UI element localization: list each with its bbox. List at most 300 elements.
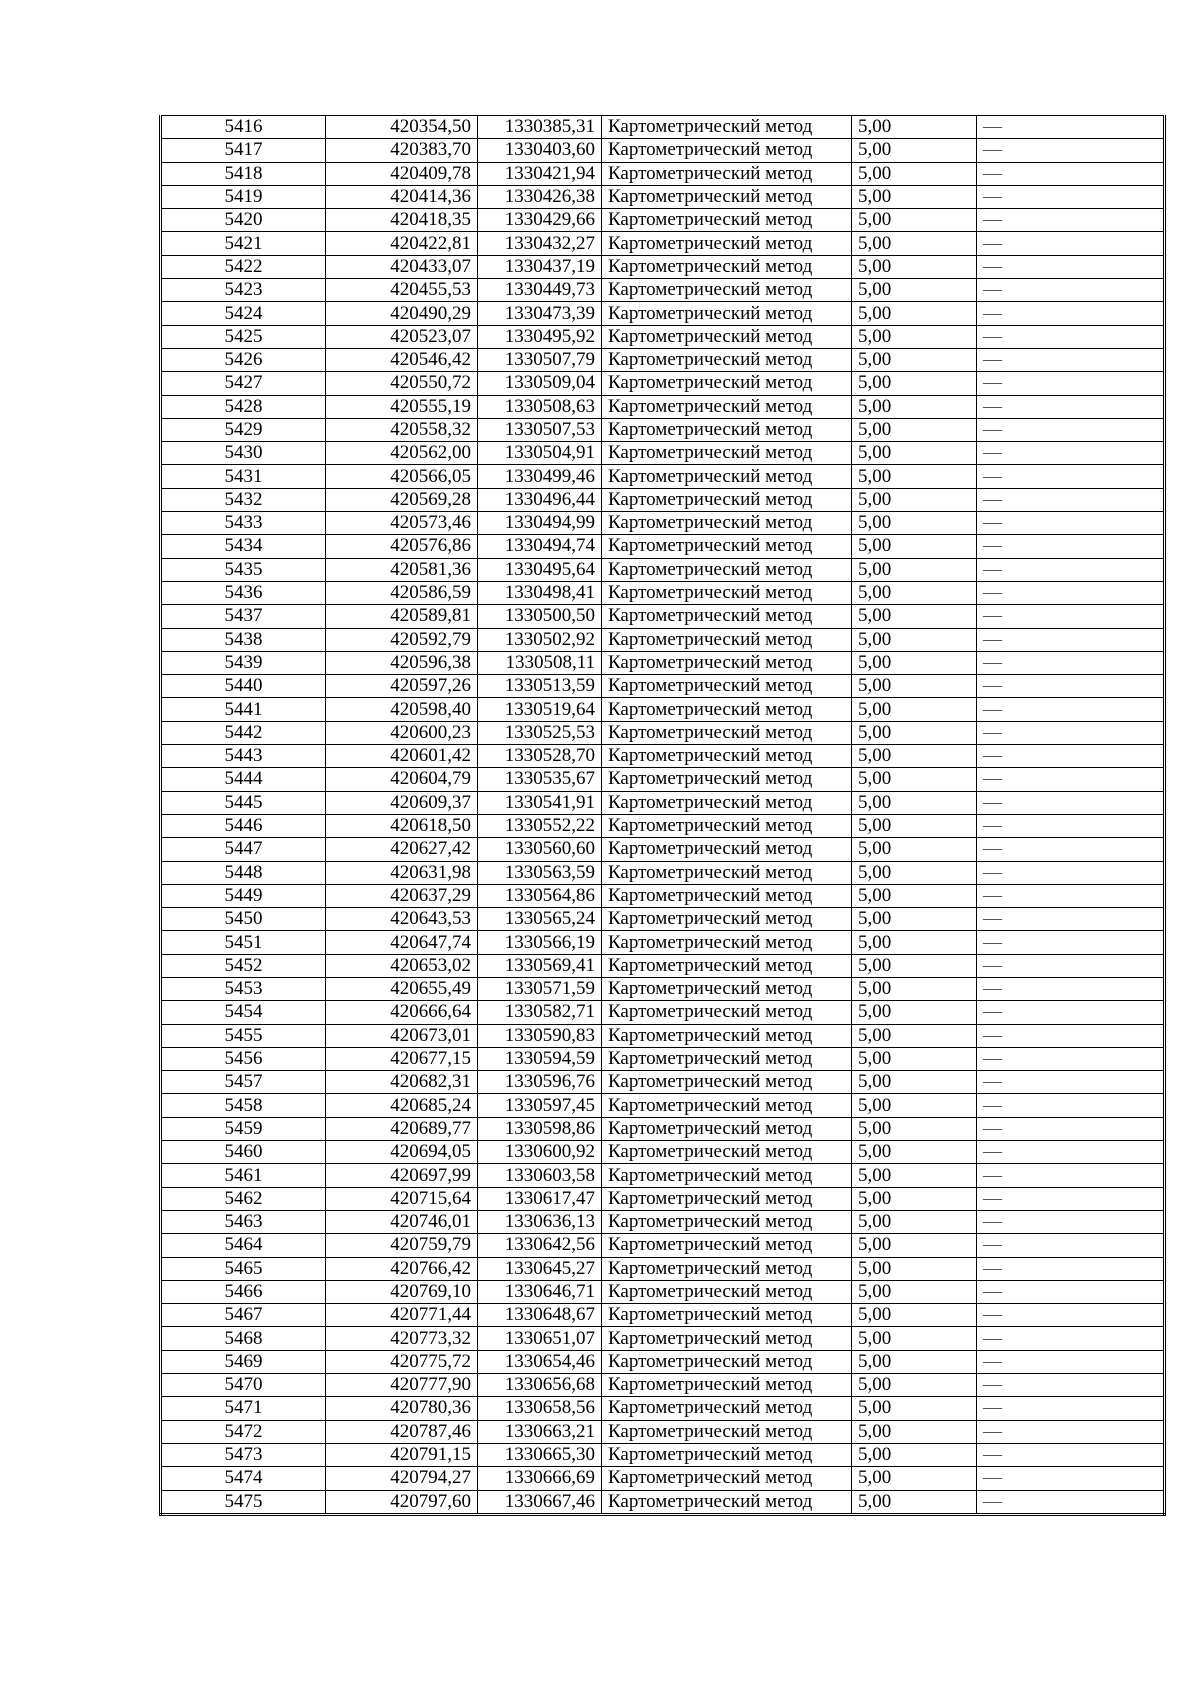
method-cell: Картометрический метод bbox=[602, 1164, 852, 1187]
method-cell: Картометрический метод bbox=[602, 512, 852, 535]
y-coordinate-cell: 1330385,31 bbox=[478, 116, 602, 139]
y-coordinate-cell: 1330473,39 bbox=[478, 302, 602, 325]
x-coordinate-cell: 420546,42 bbox=[326, 348, 478, 371]
x-coordinate-cell: 420682,31 bbox=[326, 1071, 478, 1094]
table-row bbox=[161, 1141, 1165, 1164]
y-coordinate-cell: 1330654,46 bbox=[478, 1350, 602, 1373]
x-coordinate-cell: 420715,64 bbox=[326, 1187, 478, 1210]
accuracy-cell: 5,00 bbox=[852, 255, 977, 278]
method-cell: Картометрический метод bbox=[602, 861, 852, 884]
accuracy-cell: 5,00 bbox=[852, 1467, 977, 1490]
point-number-cell: 5443 bbox=[161, 745, 326, 768]
point-number-cell: 5427 bbox=[161, 372, 326, 395]
y-coordinate-cell: 1330403,60 bbox=[478, 139, 602, 162]
x-coordinate-cell: 420775,72 bbox=[326, 1350, 478, 1373]
y-coordinate-cell: 1330667,46 bbox=[478, 1490, 602, 1514]
accuracy-cell: 5,00 bbox=[852, 768, 977, 791]
method-cell: Картометрический метод bbox=[602, 488, 852, 511]
x-coordinate-cell: 420569,28 bbox=[326, 488, 478, 511]
method-cell: Картометрический метод bbox=[602, 1024, 852, 1047]
y-coordinate-cell: 1330636,13 bbox=[478, 1210, 602, 1233]
method-cell: Картометрический метод bbox=[602, 884, 852, 907]
method-cell: Картометрический метод bbox=[602, 465, 852, 488]
accuracy-cell: 5,00 bbox=[852, 325, 977, 348]
point-number-cell: 5472 bbox=[161, 1420, 326, 1443]
x-coordinate-cell: 420791,15 bbox=[326, 1443, 478, 1466]
table-row bbox=[161, 1094, 1165, 1117]
y-coordinate-cell: 1330525,53 bbox=[478, 721, 602, 744]
table-row bbox=[161, 628, 1165, 651]
accuracy-cell: 5,00 bbox=[852, 1024, 977, 1047]
table-row bbox=[161, 116, 1165, 139]
x-coordinate-cell: 420647,74 bbox=[326, 931, 478, 954]
x-coordinate-cell: 420490,29 bbox=[326, 302, 478, 325]
x-coordinate-cell: 420589,81 bbox=[326, 605, 478, 628]
table-row bbox=[161, 1350, 1165, 1373]
y-coordinate-cell: 1330437,19 bbox=[478, 255, 602, 278]
accuracy-cell: 5,00 bbox=[852, 1071, 977, 1094]
method-cell: Картометрический метод bbox=[602, 581, 852, 604]
method-cell: Картометрический метод bbox=[602, 535, 852, 558]
method-cell: Картометрический метод bbox=[602, 1350, 852, 1373]
accuracy-cell: 5,00 bbox=[852, 1490, 977, 1514]
note-cell: — bbox=[977, 372, 1165, 395]
note-cell: — bbox=[977, 1280, 1165, 1303]
note-cell: — bbox=[977, 512, 1165, 535]
table-row bbox=[161, 1117, 1165, 1140]
point-number-cell: 5456 bbox=[161, 1047, 326, 1070]
y-coordinate-cell: 1330597,45 bbox=[478, 1094, 602, 1117]
table-row bbox=[161, 605, 1165, 628]
table-row bbox=[161, 535, 1165, 558]
x-coordinate-cell: 420598,40 bbox=[326, 698, 478, 721]
x-coordinate-cell: 420697,99 bbox=[326, 1164, 478, 1187]
accuracy-cell: 5,00 bbox=[852, 1094, 977, 1117]
note-cell: — bbox=[977, 1187, 1165, 1210]
point-number-cell: 5449 bbox=[161, 884, 326, 907]
accuracy-cell: 5,00 bbox=[852, 1397, 977, 1420]
method-cell: Картометрический метод bbox=[602, 1374, 852, 1397]
x-coordinate-cell: 420637,29 bbox=[326, 884, 478, 907]
y-coordinate-cell: 1330528,70 bbox=[478, 745, 602, 768]
accuracy-cell: 5,00 bbox=[852, 1234, 977, 1257]
y-coordinate-cell: 1330449,73 bbox=[478, 279, 602, 302]
note-cell: — bbox=[977, 1350, 1165, 1373]
method-cell: Картометрический метод bbox=[602, 745, 852, 768]
method-cell: Картометрический метод bbox=[602, 1047, 852, 1070]
note-cell: — bbox=[977, 581, 1165, 604]
method-cell: Картометрический метод bbox=[602, 395, 852, 418]
y-coordinate-cell: 1330596,76 bbox=[478, 1071, 602, 1094]
x-coordinate-cell: 420573,46 bbox=[326, 512, 478, 535]
accuracy-cell: 5,00 bbox=[852, 232, 977, 255]
y-coordinate-cell: 1330535,67 bbox=[478, 768, 602, 791]
note-cell: — bbox=[977, 651, 1165, 674]
point-number-cell: 5452 bbox=[161, 954, 326, 977]
point-number-cell: 5454 bbox=[161, 1001, 326, 1024]
point-number-cell: 5418 bbox=[161, 162, 326, 185]
y-coordinate-cell: 1330426,38 bbox=[478, 185, 602, 208]
method-cell: Картометрический метод bbox=[602, 814, 852, 837]
x-coordinate-cell: 420777,90 bbox=[326, 1374, 478, 1397]
point-number-cell: 5444 bbox=[161, 768, 326, 791]
method-cell: Картометрический метод bbox=[602, 116, 852, 139]
point-number-cell: 5429 bbox=[161, 418, 326, 441]
x-coordinate-cell: 420418,35 bbox=[326, 209, 478, 232]
table-row bbox=[161, 1397, 1165, 1420]
accuracy-cell: 5,00 bbox=[852, 954, 977, 977]
table-row bbox=[161, 465, 1165, 488]
table-row bbox=[161, 1001, 1165, 1024]
accuracy-cell: 5,00 bbox=[852, 512, 977, 535]
point-number-cell: 5433 bbox=[161, 512, 326, 535]
method-cell: Картометрический метод bbox=[602, 605, 852, 628]
note-cell: — bbox=[977, 931, 1165, 954]
note-cell: — bbox=[977, 1443, 1165, 1466]
note-cell: — bbox=[977, 185, 1165, 208]
method-cell: Картометрический метод bbox=[602, 954, 852, 977]
point-number-cell: 5459 bbox=[161, 1117, 326, 1140]
method-cell: Картометрический метод bbox=[602, 185, 852, 208]
accuracy-cell: 5,00 bbox=[852, 745, 977, 768]
note-cell: — bbox=[977, 465, 1165, 488]
method-cell: Картометрический метод bbox=[602, 977, 852, 1000]
table-row bbox=[161, 675, 1165, 698]
table-row bbox=[161, 1234, 1165, 1257]
table-row bbox=[161, 1210, 1165, 1233]
accuracy-cell: 5,00 bbox=[852, 1420, 977, 1443]
method-cell: Картометрический метод bbox=[602, 1071, 852, 1094]
y-coordinate-cell: 1330509,04 bbox=[478, 372, 602, 395]
coordinates-table-body bbox=[161, 116, 1165, 1515]
accuracy-cell: 5,00 bbox=[852, 442, 977, 465]
point-number-cell: 5436 bbox=[161, 581, 326, 604]
point-number-cell: 5435 bbox=[161, 558, 326, 581]
accuracy-cell: 5,00 bbox=[852, 1164, 977, 1187]
y-coordinate-cell: 1330508,63 bbox=[478, 395, 602, 418]
note-cell: — bbox=[977, 977, 1165, 1000]
y-coordinate-cell: 1330421,94 bbox=[478, 162, 602, 185]
y-coordinate-cell: 1330552,22 bbox=[478, 814, 602, 837]
point-number-cell: 5446 bbox=[161, 814, 326, 837]
note-cell: — bbox=[977, 1047, 1165, 1070]
y-coordinate-cell: 1330494,99 bbox=[478, 512, 602, 535]
note-cell: — bbox=[977, 838, 1165, 861]
method-cell: Картометрический метод bbox=[602, 931, 852, 954]
point-number-cell: 5451 bbox=[161, 931, 326, 954]
point-number-cell: 5471 bbox=[161, 1397, 326, 1420]
note-cell: — bbox=[977, 116, 1165, 139]
y-coordinate-cell: 1330666,69 bbox=[478, 1467, 602, 1490]
accuracy-cell: 5,00 bbox=[852, 1117, 977, 1140]
point-number-cell: 5458 bbox=[161, 1094, 326, 1117]
table-row bbox=[161, 1374, 1165, 1397]
note-cell: — bbox=[977, 954, 1165, 977]
point-number-cell: 5426 bbox=[161, 348, 326, 371]
point-number-cell: 5469 bbox=[161, 1350, 326, 1373]
accuracy-cell: 5,00 bbox=[852, 348, 977, 371]
y-coordinate-cell: 1330563,59 bbox=[478, 861, 602, 884]
accuracy-cell: 5,00 bbox=[852, 1374, 977, 1397]
point-number-cell: 5455 bbox=[161, 1024, 326, 1047]
y-coordinate-cell: 1330598,86 bbox=[478, 1117, 602, 1140]
x-coordinate-cell: 420597,26 bbox=[326, 675, 478, 698]
table-row bbox=[161, 814, 1165, 837]
point-number-cell: 5442 bbox=[161, 721, 326, 744]
y-coordinate-cell: 1330502,92 bbox=[478, 628, 602, 651]
accuracy-cell: 5,00 bbox=[852, 116, 977, 139]
y-coordinate-cell: 1330582,71 bbox=[478, 1001, 602, 1024]
note-cell: — bbox=[977, 884, 1165, 907]
table-row bbox=[161, 372, 1165, 395]
method-cell: Картометрический метод bbox=[602, 1141, 852, 1164]
note-cell: — bbox=[977, 279, 1165, 302]
x-coordinate-cell: 420780,36 bbox=[326, 1397, 478, 1420]
accuracy-cell: 5,00 bbox=[852, 791, 977, 814]
point-number-cell: 5470 bbox=[161, 1374, 326, 1397]
x-coordinate-cell: 420797,60 bbox=[326, 1490, 478, 1514]
x-coordinate-cell: 420694,05 bbox=[326, 1141, 478, 1164]
point-number-cell: 5445 bbox=[161, 791, 326, 814]
note-cell: — bbox=[977, 139, 1165, 162]
table-row bbox=[161, 232, 1165, 255]
accuracy-cell: 5,00 bbox=[852, 535, 977, 558]
point-number-cell: 5453 bbox=[161, 977, 326, 1000]
y-coordinate-cell: 1330495,64 bbox=[478, 558, 602, 581]
x-coordinate-cell: 420685,24 bbox=[326, 1094, 478, 1117]
x-coordinate-cell: 420643,53 bbox=[326, 908, 478, 931]
note-cell: — bbox=[977, 558, 1165, 581]
point-number-cell: 5475 bbox=[161, 1490, 326, 1514]
point-number-cell: 5432 bbox=[161, 488, 326, 511]
x-coordinate-cell: 420618,50 bbox=[326, 814, 478, 837]
method-cell: Картометрический метод bbox=[602, 651, 852, 674]
y-coordinate-cell: 1330663,21 bbox=[478, 1420, 602, 1443]
accuracy-cell: 5,00 bbox=[852, 488, 977, 511]
table-row bbox=[161, 302, 1165, 325]
note-cell: — bbox=[977, 908, 1165, 931]
method-cell: Картометрический метод bbox=[602, 1001, 852, 1024]
note-cell: — bbox=[977, 395, 1165, 418]
table-row bbox=[161, 721, 1165, 744]
method-cell: Картометрический метод bbox=[602, 1467, 852, 1490]
y-coordinate-cell: 1330651,07 bbox=[478, 1327, 602, 1350]
x-coordinate-cell: 420769,10 bbox=[326, 1280, 478, 1303]
x-coordinate-cell: 420771,44 bbox=[326, 1304, 478, 1327]
y-coordinate-cell: 1330498,41 bbox=[478, 581, 602, 604]
y-coordinate-cell: 1330560,60 bbox=[478, 838, 602, 861]
note-cell: — bbox=[977, 675, 1165, 698]
x-coordinate-cell: 420576,86 bbox=[326, 535, 478, 558]
accuracy-cell: 5,00 bbox=[852, 581, 977, 604]
note-cell: — bbox=[977, 1234, 1165, 1257]
point-number-cell: 5419 bbox=[161, 185, 326, 208]
accuracy-cell: 5,00 bbox=[852, 465, 977, 488]
method-cell: Картометрический метод bbox=[602, 232, 852, 255]
y-coordinate-cell: 1330541,91 bbox=[478, 791, 602, 814]
table-row bbox=[161, 768, 1165, 791]
note-cell: — bbox=[977, 745, 1165, 768]
note-cell: — bbox=[977, 255, 1165, 278]
table-row bbox=[161, 255, 1165, 278]
method-cell: Картометрический метод bbox=[602, 255, 852, 278]
note-cell: — bbox=[977, 1071, 1165, 1094]
table-row bbox=[161, 651, 1165, 674]
table-row bbox=[161, 1257, 1165, 1280]
method-cell: Картометрический метод bbox=[602, 1397, 852, 1420]
table-row bbox=[161, 325, 1165, 348]
accuracy-cell: 5,00 bbox=[852, 395, 977, 418]
point-number-cell: 5467 bbox=[161, 1304, 326, 1327]
method-cell: Картометрический метод bbox=[602, 628, 852, 651]
x-coordinate-cell: 420609,37 bbox=[326, 791, 478, 814]
y-coordinate-cell: 1330569,41 bbox=[478, 954, 602, 977]
table-row bbox=[161, 1443, 1165, 1466]
point-number-cell: 5417 bbox=[161, 139, 326, 162]
note-cell: — bbox=[977, 1210, 1165, 1233]
note-cell: — bbox=[977, 348, 1165, 371]
accuracy-cell: 5,00 bbox=[852, 302, 977, 325]
point-number-cell: 5465 bbox=[161, 1257, 326, 1280]
method-cell: Картометрический метод bbox=[602, 279, 852, 302]
table-row bbox=[161, 395, 1165, 418]
x-coordinate-cell: 420759,79 bbox=[326, 1234, 478, 1257]
point-number-cell: 5420 bbox=[161, 209, 326, 232]
y-coordinate-cell: 1330656,68 bbox=[478, 1374, 602, 1397]
x-coordinate-cell: 420433,07 bbox=[326, 255, 478, 278]
accuracy-cell: 5,00 bbox=[852, 721, 977, 744]
accuracy-cell: 5,00 bbox=[852, 279, 977, 302]
method-cell: Картометрический метод bbox=[602, 768, 852, 791]
y-coordinate-cell: 1330494,74 bbox=[478, 535, 602, 558]
method-cell: Картометрический метод bbox=[602, 1257, 852, 1280]
y-coordinate-cell: 1330504,91 bbox=[478, 442, 602, 465]
point-number-cell: 5468 bbox=[161, 1327, 326, 1350]
point-number-cell: 5462 bbox=[161, 1187, 326, 1210]
x-coordinate-cell: 420746,01 bbox=[326, 1210, 478, 1233]
accuracy-cell: 5,00 bbox=[852, 1187, 977, 1210]
point-number-cell: 5448 bbox=[161, 861, 326, 884]
y-coordinate-cell: 1330500,50 bbox=[478, 605, 602, 628]
method-cell: Картометрический метод bbox=[602, 1420, 852, 1443]
accuracy-cell: 5,00 bbox=[852, 838, 977, 861]
note-cell: — bbox=[977, 791, 1165, 814]
table-row bbox=[161, 348, 1165, 371]
y-coordinate-cell: 1330642,56 bbox=[478, 1234, 602, 1257]
method-cell: Картометрический метод bbox=[602, 442, 852, 465]
accuracy-cell: 5,00 bbox=[852, 1047, 977, 1070]
point-number-cell: 5438 bbox=[161, 628, 326, 651]
table-row bbox=[161, 581, 1165, 604]
table-row bbox=[161, 558, 1165, 581]
note-cell: — bbox=[977, 1117, 1165, 1140]
y-coordinate-cell: 1330513,59 bbox=[478, 675, 602, 698]
table-row bbox=[161, 884, 1165, 907]
note-cell: — bbox=[977, 605, 1165, 628]
y-coordinate-cell: 1330432,27 bbox=[478, 232, 602, 255]
point-number-cell: 5431 bbox=[161, 465, 326, 488]
accuracy-cell: 5,00 bbox=[852, 139, 977, 162]
note-cell: — bbox=[977, 628, 1165, 651]
table-row bbox=[161, 1047, 1165, 1070]
accuracy-cell: 5,00 bbox=[852, 185, 977, 208]
x-coordinate-cell: 420383,70 bbox=[326, 139, 478, 162]
method-cell: Картометрический метод bbox=[602, 348, 852, 371]
accuracy-cell: 5,00 bbox=[852, 698, 977, 721]
method-cell: Картометрический метод bbox=[602, 698, 852, 721]
table-row bbox=[161, 512, 1165, 535]
accuracy-cell: 5,00 bbox=[852, 1350, 977, 1373]
point-number-cell: 5466 bbox=[161, 1280, 326, 1303]
table-row bbox=[161, 1024, 1165, 1047]
point-number-cell: 5424 bbox=[161, 302, 326, 325]
point-number-cell: 5430 bbox=[161, 442, 326, 465]
table-row bbox=[161, 418, 1165, 441]
x-coordinate-cell: 420422,81 bbox=[326, 232, 478, 255]
x-coordinate-cell: 420523,07 bbox=[326, 325, 478, 348]
x-coordinate-cell: 420550,72 bbox=[326, 372, 478, 395]
note-cell: — bbox=[977, 1327, 1165, 1350]
accuracy-cell: 5,00 bbox=[852, 1257, 977, 1280]
accuracy-cell: 5,00 bbox=[852, 558, 977, 581]
y-coordinate-cell: 1330665,30 bbox=[478, 1443, 602, 1466]
x-coordinate-cell: 420689,77 bbox=[326, 1117, 478, 1140]
point-number-cell: 5421 bbox=[161, 232, 326, 255]
note-cell: — bbox=[977, 1001, 1165, 1024]
x-coordinate-cell: 420604,79 bbox=[326, 768, 478, 791]
accuracy-cell: 5,00 bbox=[852, 651, 977, 674]
y-coordinate-cell: 1330519,64 bbox=[478, 698, 602, 721]
note-cell: — bbox=[977, 535, 1165, 558]
note-cell: — bbox=[977, 768, 1165, 791]
point-number-cell: 5450 bbox=[161, 908, 326, 931]
x-coordinate-cell: 420566,05 bbox=[326, 465, 478, 488]
method-cell: Картометрический метод bbox=[602, 1094, 852, 1117]
x-coordinate-cell: 420787,46 bbox=[326, 1420, 478, 1443]
accuracy-cell: 5,00 bbox=[852, 931, 977, 954]
note-cell: — bbox=[977, 698, 1165, 721]
note-cell: — bbox=[977, 302, 1165, 325]
y-coordinate-cell: 1330648,67 bbox=[478, 1304, 602, 1327]
table-row bbox=[161, 931, 1165, 954]
method-cell: Картометрический метод bbox=[602, 1327, 852, 1350]
note-cell: — bbox=[977, 814, 1165, 837]
note-cell: — bbox=[977, 1257, 1165, 1280]
table-row bbox=[161, 791, 1165, 814]
method-cell: Картометрический метод bbox=[602, 908, 852, 931]
method-cell: Картометрический метод bbox=[602, 1490, 852, 1514]
y-coordinate-cell: 1330594,59 bbox=[478, 1047, 602, 1070]
table-row bbox=[161, 209, 1165, 232]
note-cell: — bbox=[977, 721, 1165, 744]
note-cell: — bbox=[977, 1304, 1165, 1327]
point-number-cell: 5439 bbox=[161, 651, 326, 674]
method-cell: Картометрический метод bbox=[602, 209, 852, 232]
table-row bbox=[161, 442, 1165, 465]
y-coordinate-cell: 1330429,66 bbox=[478, 209, 602, 232]
table-row bbox=[161, 279, 1165, 302]
accuracy-cell: 5,00 bbox=[852, 1001, 977, 1024]
table-row bbox=[161, 861, 1165, 884]
x-coordinate-cell: 420409,78 bbox=[326, 162, 478, 185]
x-coordinate-cell: 420655,49 bbox=[326, 977, 478, 1000]
y-coordinate-cell: 1330565,24 bbox=[478, 908, 602, 931]
y-coordinate-cell: 1330507,79 bbox=[478, 348, 602, 371]
x-coordinate-cell: 420677,15 bbox=[326, 1047, 478, 1070]
x-coordinate-cell: 420581,36 bbox=[326, 558, 478, 581]
method-cell: Картометрический метод bbox=[602, 1210, 852, 1233]
method-cell: Картометрический метод bbox=[602, 558, 852, 581]
